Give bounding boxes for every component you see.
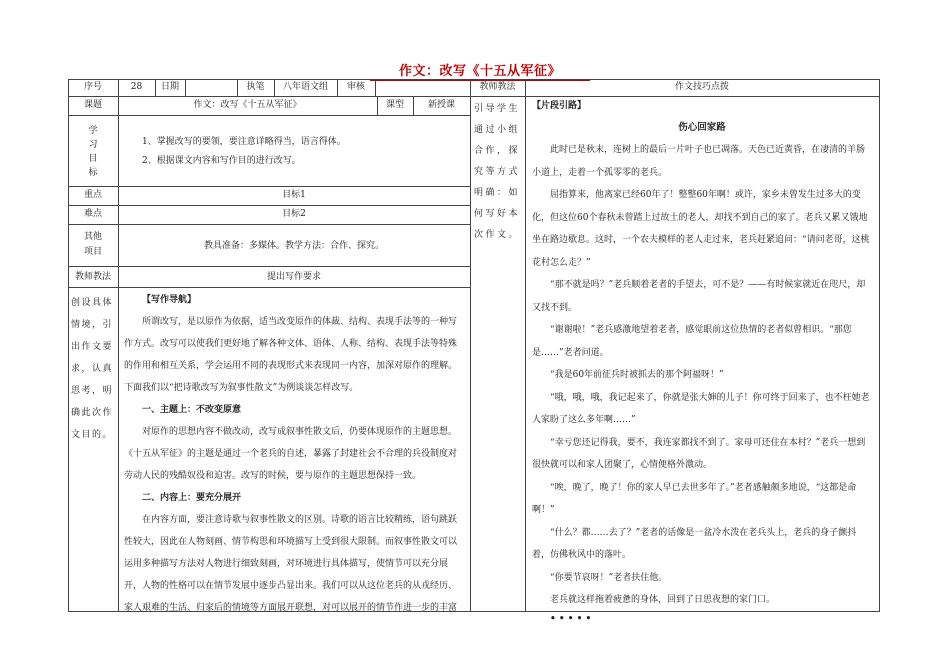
method-label: 教师教法 <box>74 272 111 282</box>
difficulty-value: 目标2 <box>282 209 306 219</box>
writing-guide <box>124 289 464 619</box>
left-col-text: 创设具体情境，引出作文要求，认真思考，明确此次作文目的。 <box>71 298 114 440</box>
writing-guide-intro: 所谓改写，是以原作为依据，适当改变原作的体裁、结构、表现手法等的一种写作方式。改写可以使我们更好地了解各种文体、语体、人称、结构、表现手法等特殊的作用和相互关系，学会运用不同的表现形式来表现同一内容，加深对原作的理解。下面我们以“把诗歌改写为叙事性散文”为例谈谈怎样改写。 <box>124 317 458 393</box>
seq-value: 28 <box>130 82 143 92</box>
excerpt-paragraph: “我是60年前征兵时被抓去的那个阿福呀！” <box>550 370 724 380</box>
excerpt-paragraph: “哦，哦，哦，我记起来了，你就是张大婶的儿子！你可终于回来了，也不枉她老人家盼了这么多年啊……” <box>532 392 870 425</box>
topic-value: 作文：改写《十五从军征》 <box>193 100 302 110</box>
excerpt-ellipsis: • • • • • <box>550 613 592 624</box>
other-value: 教具准备：多媒体。教学方法：合作、探究。 <box>203 241 384 251</box>
section-2-heading: 二、内容上：要充分展开 <box>142 493 242 503</box>
goal-2: 2、根据课文内容和写作目的进行改写。 <box>142 156 301 166</box>
tips-header: 作文技巧点拨 <box>674 82 729 92</box>
topic-label: 课题 <box>83 100 102 110</box>
type-value: 新授课 <box>427 100 455 110</box>
story-title: 伤心回家路 <box>678 122 726 133</box>
section-1-text: 对原作的思想内容不做改动，改写成叙事性散文后，仍要体现原作的主题思想。《十五从军征》的主题是通过一个老兵的自述，暴露了封建社会不合理的兵役制度对劳动人民的残酷奴役和迫害。改写的时候，要与原作的主题思想保持一致。 <box>124 427 458 481</box>
goals-label: 学 习 目 标 <box>88 126 98 178</box>
focus-value: 目标1 <box>282 190 306 200</box>
page-title: 作文：改写《十五从军征》 <box>370 60 590 81</box>
section-2-text: 在内容方面，要注意诗歌与叙事性散文的区别。诗歌的语言比较精练，语句跳跃性较大，因此在人物刻画、情节构思和环境描写上受到很大限制。而叙事性散文可以运用多种描写方法对人物进行细致刻画，对环境进行具体描写，使情节可以充分展开，人物的性格可以在情节发展中逐步凸显出来。我们可以从这位老兵的从戎经历、家人艰难的生活、归家后的情境等方面展开联想，对可以展开的情节作进一步的丰富 <box>124 515 458 613</box>
excerpt-paragraph: “什么？都……去了？”老者的话像是一盆冷水泼在老兵头上，老兵的身子颤抖着，仿佛秋风中的落叶。 <box>532 527 857 560</box>
excerpt-paragraph: 屈指算来，他离家已经60年了！整整60年啊！或许，家乡未曾发生过多大的变化，但这位60个春秋未曾踏上过故土的老人，却找不到自己的家了。老兵又累又饿地坐在路边歇息。这时，一个农夫模样的老人走过来，老兵赶紧追问：“请问老哥，这桃花村怎么走？” <box>532 190 870 268</box>
teacher-label: 执笔 <box>246 82 265 92</box>
type-label: 课型 <box>385 100 404 110</box>
method-value: 提出写作要求 <box>266 272 321 282</box>
excerpt-paragraph: “唉，晚了，晚了！你的家人早已去世多年了。”老者感触颇多地说，“这都是命啊！” <box>532 482 857 515</box>
method-header: 教师教法 <box>479 82 516 92</box>
excerpt-paragraph: “幸亏您还记得我，要不，我连家都找不到了。家母可还住在本村？”老兵一想到很快就可以和家人团聚了，心情便格外激动。 <box>532 437 866 470</box>
excerpt-paragraph: 老兵就这样拖着疲惫的身体，回到了日思夜想的家门口。 <box>550 595 776 605</box>
excerpt <box>532 99 872 626</box>
date-label: 日期 <box>160 82 179 92</box>
other-label: 其他 项目 <box>83 232 102 257</box>
teacher-value: 八年语文组 <box>282 82 328 92</box>
excerpt-heading: 【片段引路】 <box>532 101 587 111</box>
excerpt-paragraph: 此时已是秋末，连树上的最后一片叶子也已凋落。天色已近黄昏，在凄清的羊肠小道上，走着一个孤零零的老兵。 <box>532 145 866 178</box>
guide-text: 引导学生通过小组合作，探究等方式明确：如何写好本次作文。 <box>474 104 521 240</box>
goal-1: 1、掌握改写的要领，要注意详略得当，语言得体。 <box>142 137 346 147</box>
excerpt-paragraph: “那不就是吗？”老兵顺着老者的手望去，可不是？——有时候家就近在咫尺，却又找不到。 <box>532 280 866 313</box>
review-label: 审核 <box>346 82 365 92</box>
section-1-heading: 一、主题上：不改变原意 <box>142 405 242 415</box>
difficulty-label: 难点 <box>83 209 102 219</box>
writing-guide-heading: 【写作导航】 <box>142 295 197 305</box>
seq-label: 序号 <box>83 82 102 92</box>
focus-label: 重点 <box>83 190 102 200</box>
excerpt-paragraph: “谢谢啦！”老兵感激地望着老者，感觉眼前这位热情的老者似曾相识。“那您是……”老者问道。 <box>532 325 852 358</box>
excerpt-paragraph: “你要节哀呀！”老者扶住他。 <box>550 572 668 583</box>
